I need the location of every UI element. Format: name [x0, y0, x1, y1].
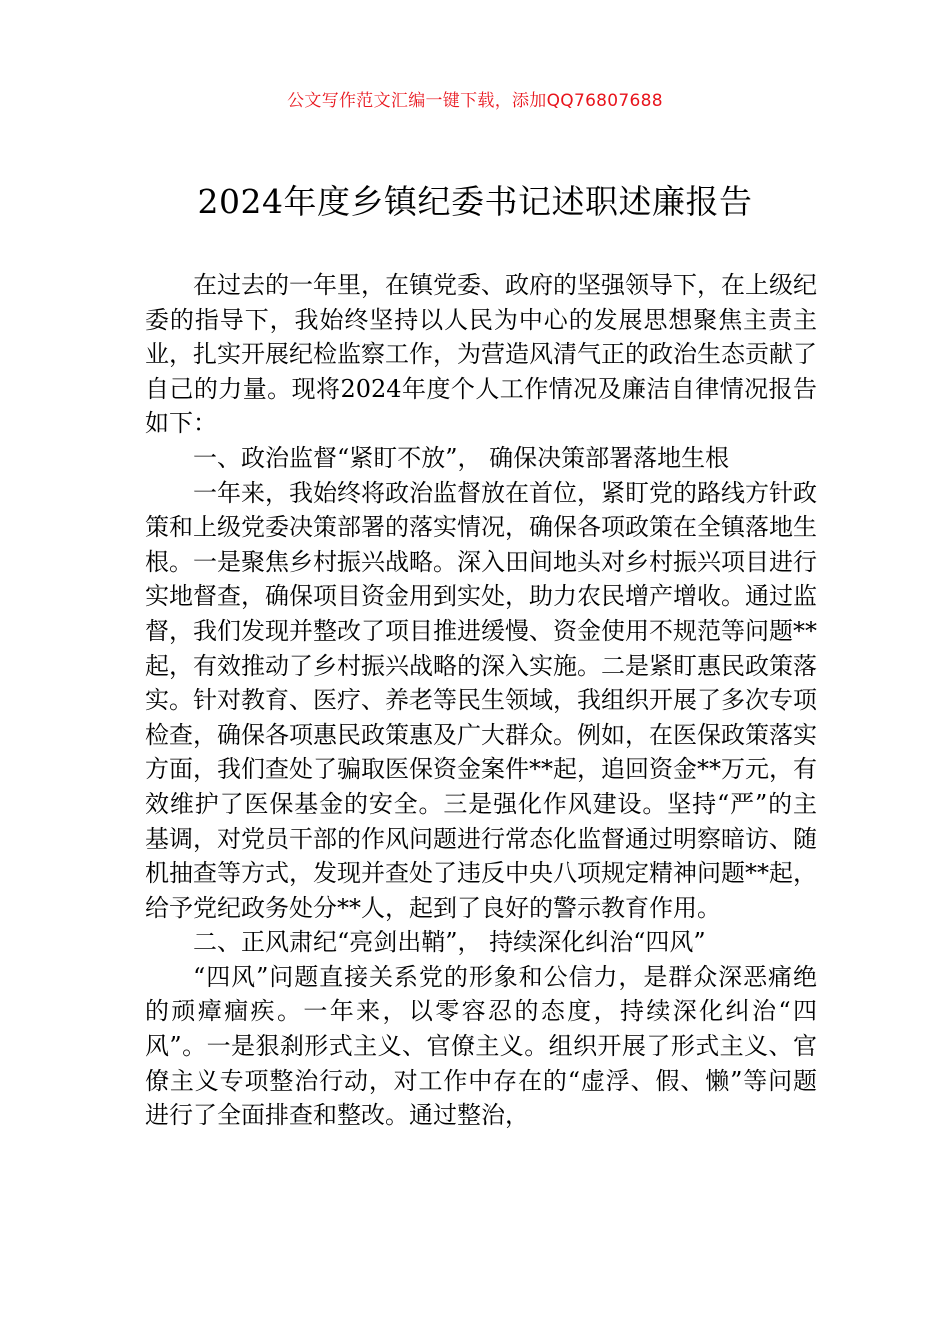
section-1-paragraph: 一年来，我始终将政治监督放在首位，紧盯党的路线方针政策和上级党委决策部署的落实情况，确保各项政策在全镇落地生根。一是聚焦乡村振兴战略。深入田间地头对乡村振兴项目进行实地督查，确保项目资金用到实处，助力农民增产增收。通过监督，我们发现并整改了项目推进缓慢、资金使用不规范等问题**起，有效推动了乡村振兴战略的深入实施。二是紧盯惠民政策落实。针对教育、医疗、养老等民生领域，我组织开展了多次专项检查，确保各项惠民政策惠及广大群众。例如，在医保政策落实方面，我们查处了骗取医保资金案件**起，追回资金**万元，有效维护了医保基金的安全。三是强化作风建设。坚持“严”的主基调，对党员干部的作风问题进行常态化监督通过明察暗访、随机抽查等方式，发现并查处了违反中央八项规定精神问题**起，给予党纪政务处分**人，起到了良好的警示教育作用。: [145, 478, 817, 922]
header-ad-text: 公文写作范文汇编一键下载，添加QQ76807688: [287, 91, 663, 111]
section-heading-1: 一、政治监督“紧盯不放”， 确保决策部署落地生根: [193, 443, 730, 472]
document-title: 2024年度乡镇纪委书记述职述廉报告: [197, 182, 753, 221]
intro-paragraph: 在过去的一年里，在镇党委、政府的坚强领导下，在上级纪委的指导下，我始终坚持以人民为中心的发展思想聚焦主责主业，扎实开展纪检监察工作，为营造风清气正的政治生态贡献了自己的力量。现将2024年度个人工作情况及廉洁自律情况报告如下：: [145, 271, 817, 438]
section-heading-2: 二、正风肃纪“亮剑出鞘”， 持续深化纠治“四风”: [193, 928, 706, 957]
document-body: [145, 268, 817, 1133]
section-2-paragraph: “四风”问题直接关系党的形象和公信力，是群众深恶痛绝的顽瘴痼疾。一年来，以零容忍的态度，持续深化纠治“四风”。一是狠刹形式主义、官僚主义。组织开展了形式主义、官僚主义专项整治行动，对工作中存在的“虚浮、假、懒”等问题进行了全面排查和整改。通过整治，: [145, 962, 817, 1130]
